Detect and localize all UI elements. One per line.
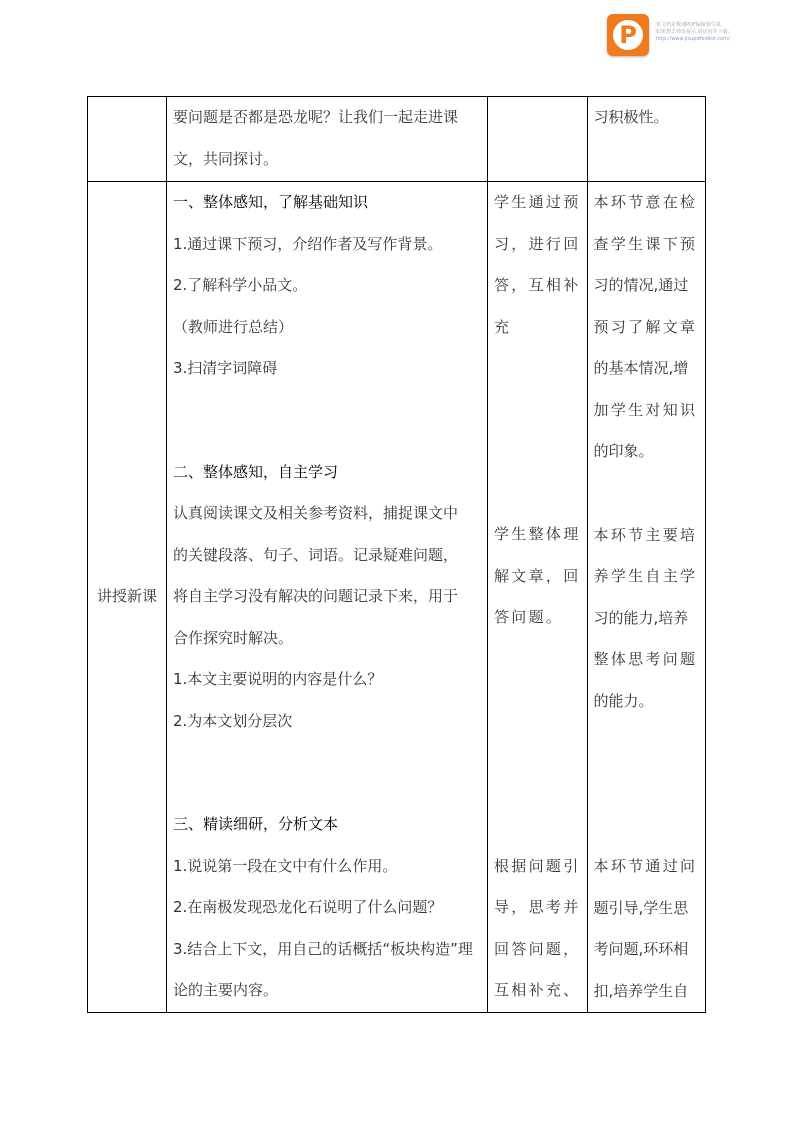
- watermark-line-2: 如果想去掉该提示,请访问并下载:: [656, 29, 730, 35]
- content-line: 的关键段落、句子、词语。记录疑难问题，: [173, 545, 459, 564]
- intent-line: 养学生自主学: [593, 567, 698, 585]
- student-line: 充: [494, 317, 512, 336]
- content-line: 2.为本文划分层次: [173, 711, 293, 730]
- content-cell: [167, 182, 488, 1013]
- content-line: 2.了解科学小品文。: [173, 276, 308, 294]
- intent-line: 的基本情况,增: [593, 359, 689, 377]
- student-line: 答问题。: [494, 608, 564, 626]
- table-row: [88, 182, 706, 1013]
- content-line: 论的主要内容。: [173, 981, 279, 999]
- design-intent-cell: [587, 182, 705, 1013]
- intent-line: 本环节通过问: [593, 857, 698, 875]
- student-line: 导，思考并: [494, 898, 581, 916]
- student-line: 学生通过预: [494, 193, 581, 211]
- content-line: （教师进行总结）: [173, 317, 294, 336]
- stage-cell: [88, 97, 167, 182]
- student-activity-cell: [488, 182, 588, 1013]
- content-line: 1.通过课下预习，介绍作者及写作背景。: [173, 234, 443, 253]
- intent-line: 本环节主要培: [593, 525, 698, 544]
- intent-line: 的印象。: [593, 442, 654, 460]
- intent-line: 的能力。: [593, 691, 654, 710]
- student-activity-cell: [488, 97, 588, 182]
- content-line: 2.在南极发现恐龙化石说明了什么问题？: [173, 898, 443, 916]
- watermark-text: [656, 22, 730, 43]
- intent-line: 习积极性。: [593, 108, 669, 126]
- section-heading: 二、整体感知，自主学习: [173, 462, 339, 481]
- intent-line: 预习了解文章: [593, 317, 698, 336]
- student-line: 根据问题引: [494, 856, 581, 875]
- design-intent-cell: [587, 97, 705, 182]
- student-line: 解文章，回: [494, 566, 581, 585]
- section-heading: 一、整体感知，了解基础知识: [173, 193, 369, 211]
- intent-line: 加学生对知识: [593, 400, 698, 419]
- intent-line: 考问题,环环相: [593, 940, 689, 958]
- logo-letter: P: [619, 21, 637, 49]
- content-cell: [167, 97, 488, 182]
- watermark-line-1: 该文档是极速PDF编辑器生成,: [656, 22, 723, 28]
- lesson-plan-table: [87, 96, 706, 1013]
- student-line: 互相补充、: [494, 981, 581, 999]
- intent-line: 题引导,学生思: [593, 898, 689, 917]
- section-heading: 三、精读细研，分析文本: [173, 815, 339, 833]
- content-line: 文，共同探讨。: [173, 149, 279, 168]
- content-line: 合作探究时解决。: [173, 628, 294, 647]
- content-line: 将自主学习没有解决的问题记录下来，用于: [173, 587, 459, 605]
- intent-line: 整体思考问题: [593, 650, 698, 668]
- intent-line: 本环节意在检: [593, 193, 698, 211]
- watermark-url[interactable]: http://www.jisupdfeditor.com/: [656, 36, 730, 42]
- content-line: 3.结合上下文，用自己的话概括“板块构造”理: [173, 939, 473, 958]
- content-line: 要问题是否都是恐龙呢？让我们一起走进课: [173, 108, 459, 126]
- student-line: 答，互相补: [494, 276, 581, 294]
- table-row: [88, 97, 706, 182]
- stage-label: 讲授新课: [88, 182, 167, 1013]
- student-line: 习，进行回: [494, 234, 581, 253]
- content-line: 认真阅读课文及相关参考资料，捕捉课文中: [173, 504, 459, 522]
- student-line: 回答问题，: [494, 939, 581, 958]
- intent-line: 查学生课下预: [593, 234, 698, 253]
- pdf-editor-logo-icon: [607, 14, 649, 56]
- content-line: 1.本文主要说明的内容是什么？: [173, 670, 383, 688]
- content-line: 1.说说第一段在文中有什么作用。: [173, 856, 398, 875]
- intent-line: 扣,培养学生自: [593, 981, 689, 1000]
- student-line: 学生整体理: [494, 525, 581, 543]
- intent-line: 习的情况,通过: [593, 276, 689, 294]
- content-line: 3.扫清字词障碍: [173, 359, 278, 377]
- intent-line: 习的能力,培养: [593, 608, 689, 627]
